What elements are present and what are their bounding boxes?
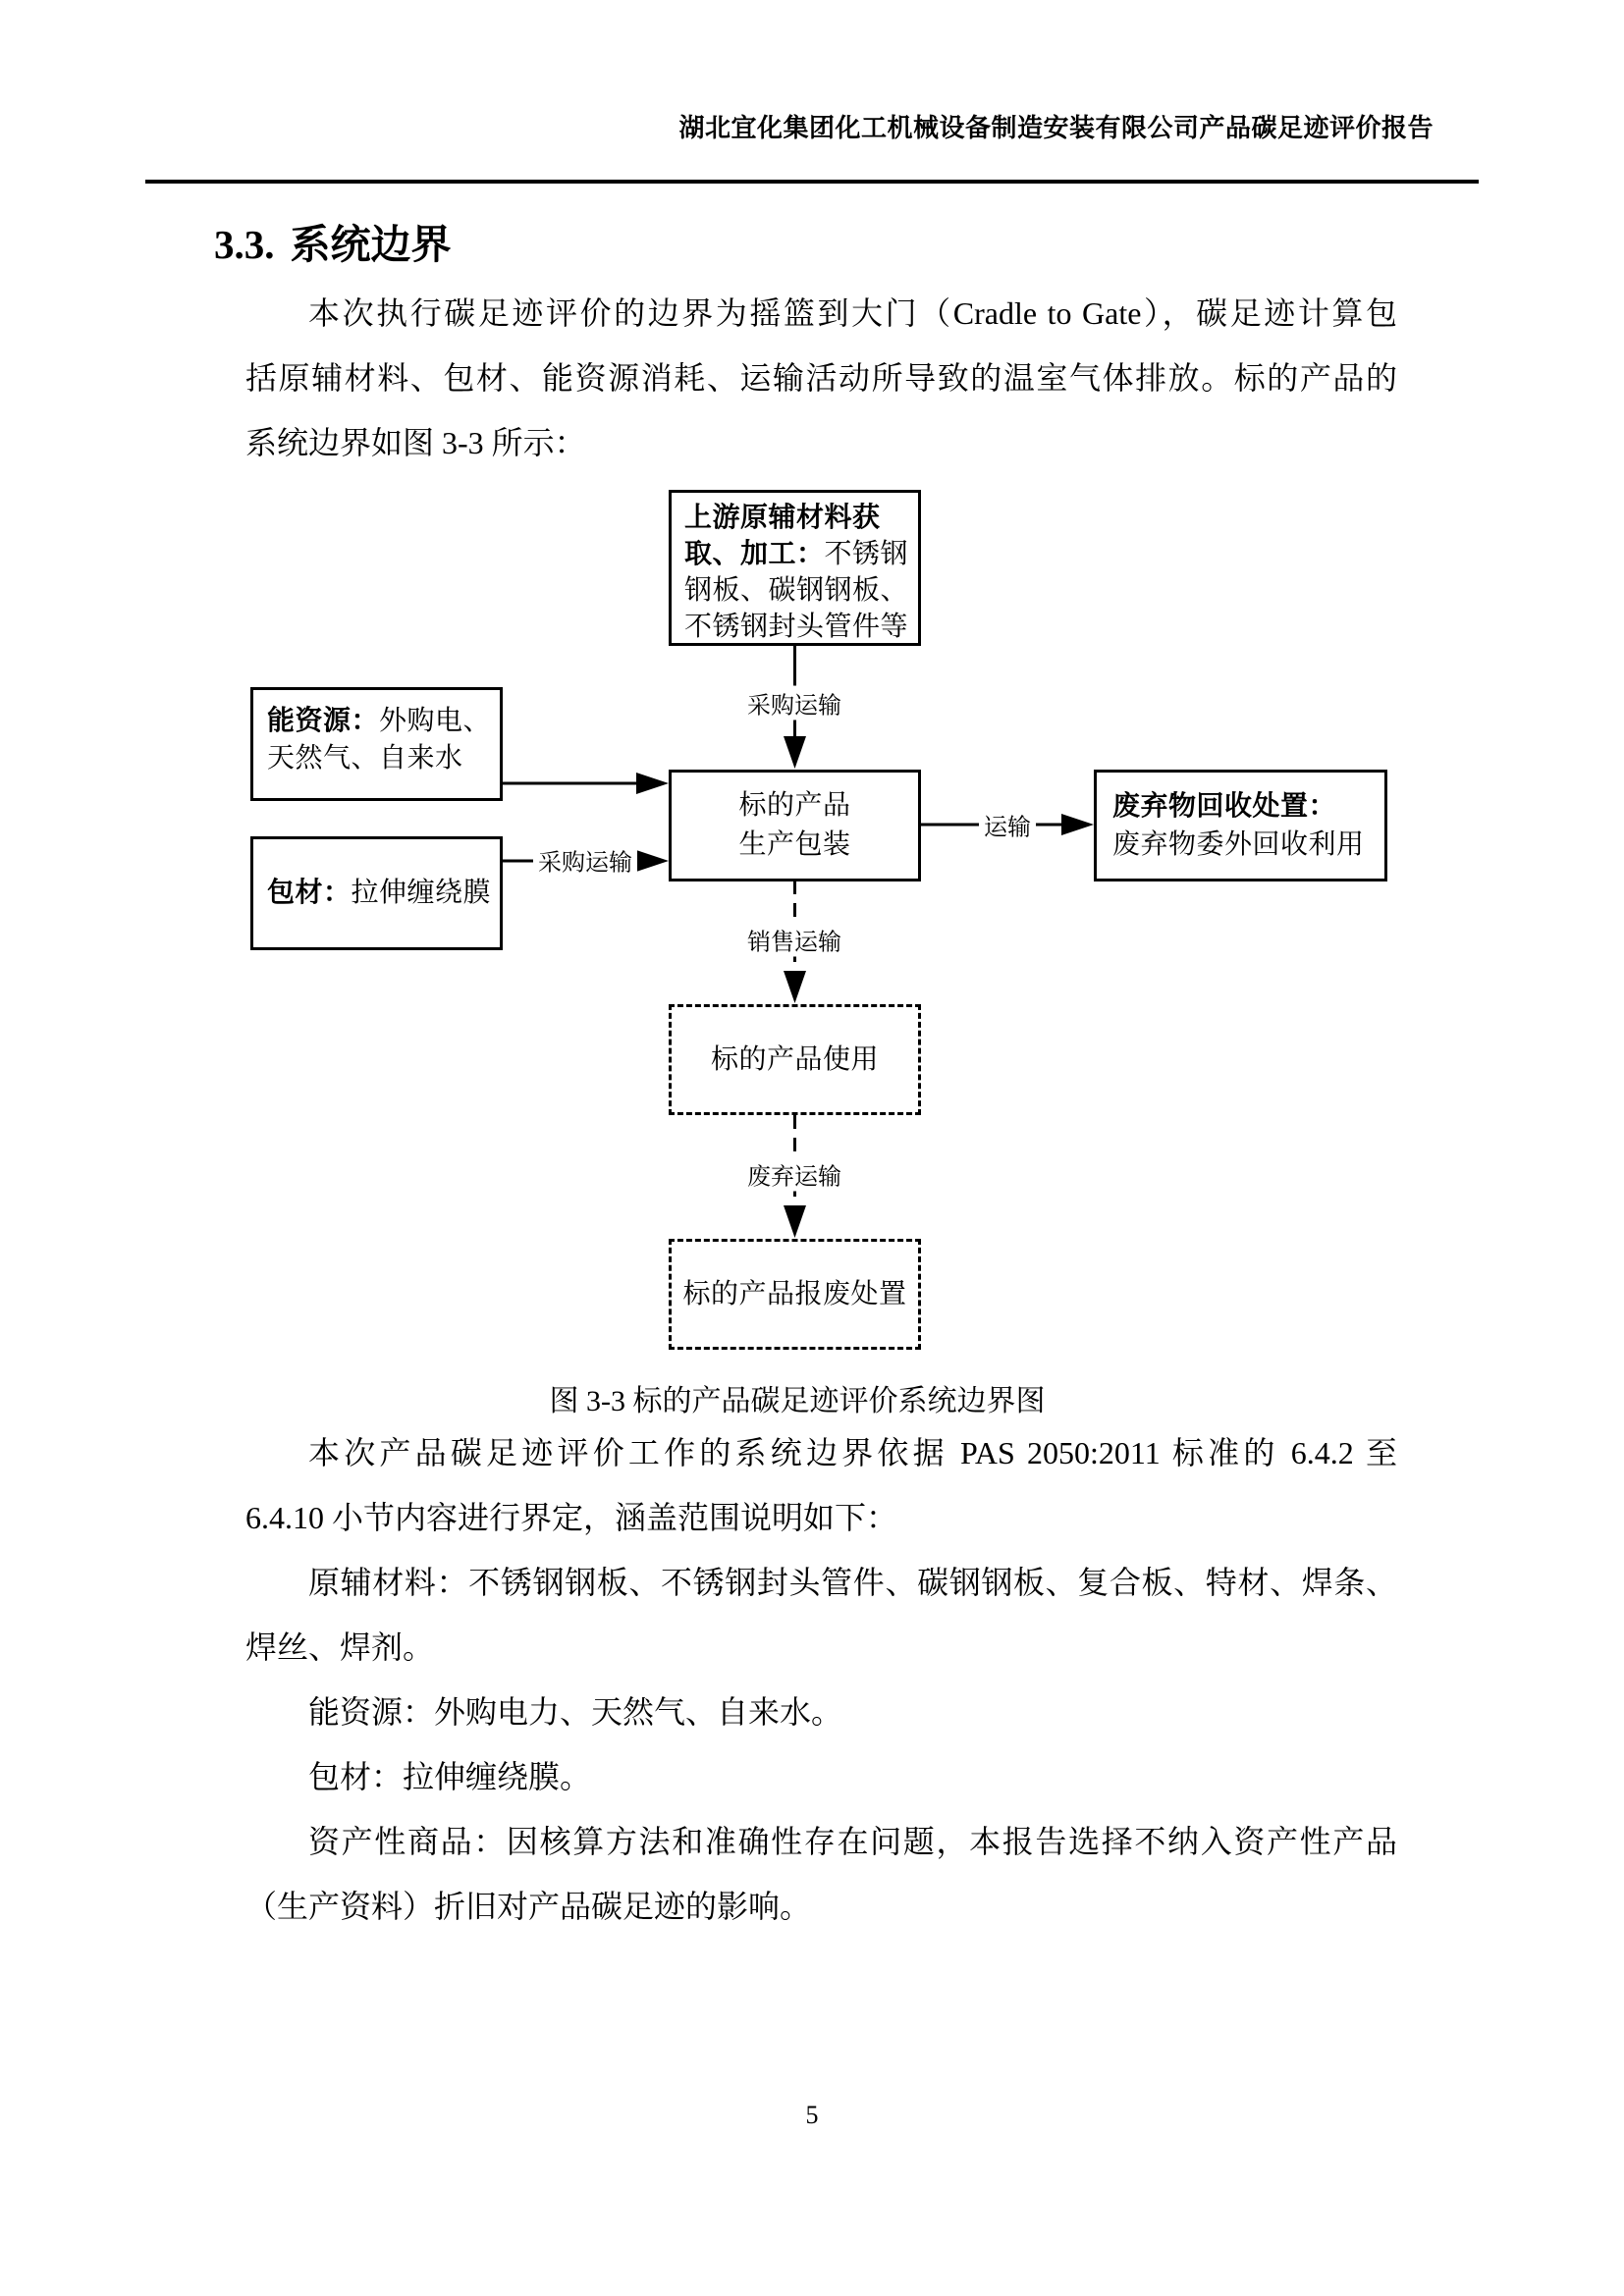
product-use-box bbox=[669, 1004, 921, 1115]
sales-transport-label: 销售运输 bbox=[742, 923, 846, 957]
packaging-material-label: 包材： bbox=[267, 878, 352, 908]
product-use-text: 标的产品使用 bbox=[710, 1043, 879, 1075]
header-divider bbox=[145, 180, 1479, 184]
packaging-material-box bbox=[250, 836, 503, 950]
paragraph-line: 本次执行碳足迹评价的边界为摇篮到大门（Cradle to Gate），碳足迹计算包 bbox=[308, 295, 1397, 331]
paragraph-line: 系统边界如图 3-3 所示： bbox=[245, 425, 586, 460]
target-product-line2: 生产包装 bbox=[738, 829, 851, 860]
paragraph-line: （生产资料）折旧对产品碳足迹的影响。 bbox=[245, 1889, 812, 1924]
paragraph-line: 资产性商品：因核算方法和准确性存在问题，本报告选择不纳入资产性产品 bbox=[308, 1824, 1397, 1859]
purchase-transport-label-left: 采购运输 bbox=[533, 843, 637, 878]
page-number: 5 bbox=[805, 2101, 819, 2129]
target-product-line1: 标的产品 bbox=[738, 790, 851, 821]
disposal-transport-label: 废弃运输 bbox=[742, 1157, 846, 1192]
purchase-transport-label-top: 采购运输 bbox=[742, 686, 846, 721]
paragraph-line: 本次产品碳足迹评价工作的系统边界依据 PAS 2050:2011 标准的 6.4.2 至 bbox=[308, 1435, 1397, 1470]
waste-recycling-text: 废弃物委外回收利用 bbox=[1112, 829, 1365, 860]
upstream-materials-label: 上游原辅材料获取、加工： bbox=[684, 503, 881, 569]
section-number: 3.3. bbox=[214, 222, 275, 267]
energy-resources-text: 外购电、天然气、自来水 bbox=[267, 706, 492, 774]
product-scrap-text: 标的产品报废处置 bbox=[682, 1278, 907, 1309]
target-product-box bbox=[669, 770, 921, 881]
paragraph-line: 6.4.10 小节内容进行界定，涵盖范围说明如下： bbox=[245, 1500, 898, 1535]
energy-resources-label: 能资源： bbox=[267, 706, 380, 736]
paragraph-line: 括原辅材料、包材、能资源消耗、运输活动所导致的温室气体排放。标的产品的 bbox=[245, 360, 1397, 396]
page-header-title: 湖北宜化集团化工机械设备制造安装有限公司产品碳足迹评价报告 bbox=[678, 114, 1434, 142]
waste-recycling-box bbox=[1094, 770, 1387, 881]
upstream-materials-box bbox=[669, 490, 921, 646]
packaging-material-text: 拉伸缠绕膜 bbox=[351, 878, 492, 908]
section-title-text: 系统边界 bbox=[290, 222, 452, 267]
paragraph-line: 原辅材料：不锈钢钢板、不锈钢封头管件、碳钢钢板、复合板、特材、焊条、 bbox=[308, 1565, 1397, 1600]
upstream-materials-text: 不锈钢钢板、碳钢钢板、不锈钢封头管件等 bbox=[684, 539, 909, 642]
figure-caption: 图 3-3 标的产品碳足迹评价系统边界图 bbox=[549, 1385, 1046, 1417]
product-scrap-box bbox=[669, 1239, 921, 1350]
paragraph-line: 焊丝、焊剂。 bbox=[245, 1629, 435, 1665]
energy-resources-box bbox=[250, 687, 503, 801]
paragraph-line: 能资源：外购电力、天然气、自来水。 bbox=[308, 1694, 843, 1730]
packaging-material-line bbox=[267, 875, 491, 912]
paragraph-line: 包材：拉伸缠绕膜。 bbox=[308, 1759, 592, 1794]
transport-label: 运输 bbox=[979, 808, 1036, 842]
section-heading bbox=[214, 212, 452, 270]
waste-recycling-label: 废弃物回收处置： bbox=[1112, 791, 1337, 822]
